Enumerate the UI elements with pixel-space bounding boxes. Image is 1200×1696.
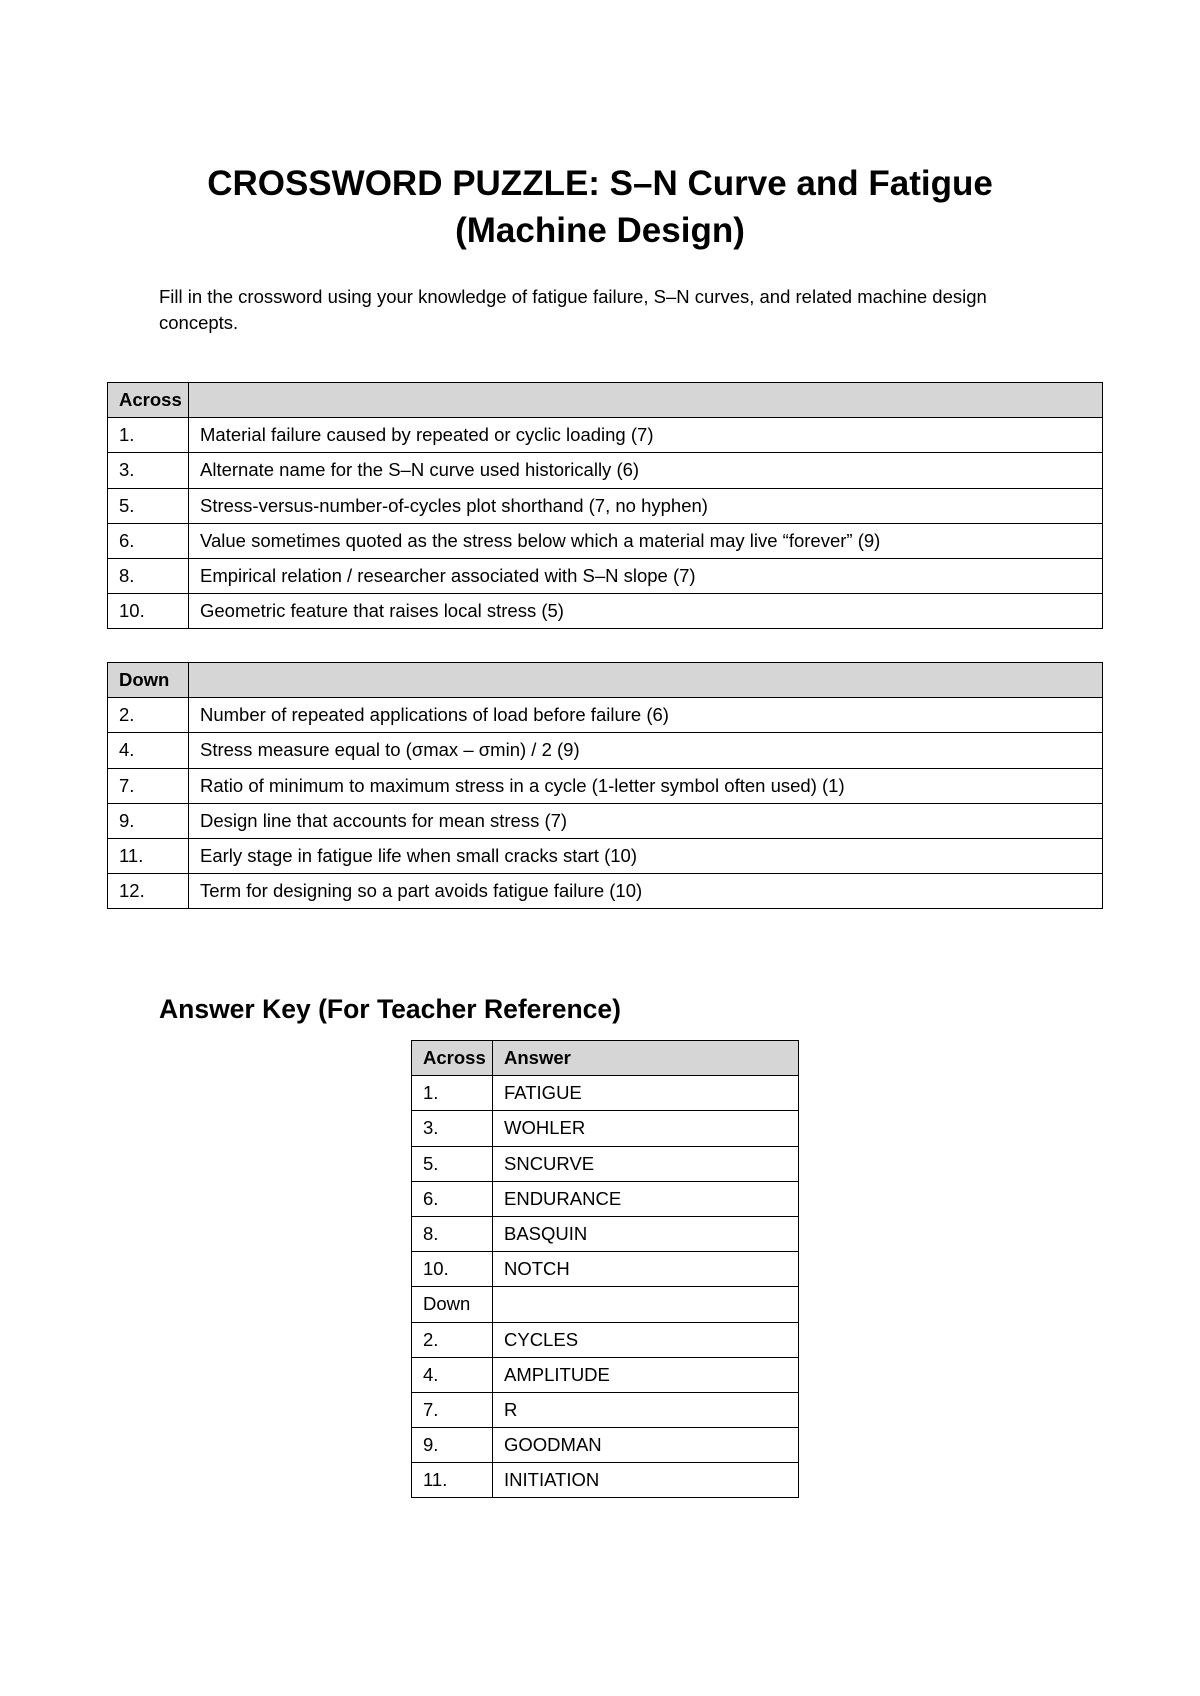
clue-text: Design line that accounts for mean stress (7) (189, 803, 1103, 838)
clue-number: 11. (108, 838, 189, 873)
answer-key-heading: Answer Key (For Teacher Reference) (159, 994, 621, 1024)
clue-text: Ratio of minimum to maximum stress in a cycle (1-letter symbol often used) (1) (189, 768, 1103, 803)
answer-number: 10. (412, 1252, 493, 1287)
clue-row (108, 838, 1103, 873)
clue-text: Early stage in fatigue life when small cracks start (10) (189, 838, 1103, 873)
answer-number: 7. (412, 1392, 493, 1427)
answer-row (412, 1357, 799, 1392)
down-header-row (108, 663, 1103, 698)
down-clues-table (107, 662, 1103, 909)
clue-number: 3. (108, 453, 189, 488)
answer-row (412, 1181, 799, 1216)
page-title (0, 160, 1200, 254)
clue-row (108, 803, 1103, 838)
clue-text: Stress-versus-number-of-cycles plot shorthand (7, no hyphen) (189, 488, 1103, 523)
answer-row (412, 1252, 799, 1287)
clue-number: 12. (108, 874, 189, 909)
answer-number: 1. (412, 1076, 493, 1111)
across-header-row (108, 383, 1103, 418)
answer-text: R (493, 1392, 799, 1427)
clue-row (108, 418, 1103, 453)
clue-number: 7. (108, 768, 189, 803)
answer-text: WOHLER (493, 1111, 799, 1146)
answer-row (412, 1146, 799, 1181)
clue-text: Term for designing so a part avoids fatigue failure (10) (189, 874, 1103, 909)
clue-number: 2. (108, 698, 189, 733)
answer-number: 2. (412, 1322, 493, 1357)
answer-down-label: Down (412, 1287, 493, 1322)
answer-text: SNCURVE (493, 1146, 799, 1181)
answer-text: ENDURANCE (493, 1181, 799, 1216)
answer-number: 9. (412, 1428, 493, 1463)
answer-text: AMPLITUDE (493, 1357, 799, 1392)
answer-number: 6. (412, 1181, 493, 1216)
clue-number: 6. (108, 523, 189, 558)
clue-text: Stress measure equal to (σmax – σmin) / 2 (9) (189, 733, 1103, 768)
clue-row (108, 874, 1103, 909)
clue-row (108, 523, 1103, 558)
clue-number: 10. (108, 594, 189, 629)
answer-key-header-answer: Answer (493, 1041, 799, 1076)
answer-row (412, 1076, 799, 1111)
answer-key-table (411, 1040, 799, 1498)
clue-text: Number of repeated applications of load before failure (6) (189, 698, 1103, 733)
answer-row (412, 1463, 799, 1498)
clue-row (108, 698, 1103, 733)
clue-row (108, 453, 1103, 488)
answer-row (412, 1428, 799, 1463)
answer-text: FATIGUE (493, 1076, 799, 1111)
answer-text: GOODMAN (493, 1428, 799, 1463)
page-title-line1: CROSSWORD PUZZLE: S–N Curve and Fatigue (207, 164, 993, 203)
answer-row (412, 1216, 799, 1251)
clue-row (108, 733, 1103, 768)
answer-text: CYCLES (493, 1322, 799, 1357)
clue-number: 9. (108, 803, 189, 838)
answer-row (412, 1392, 799, 1427)
answer-row (412, 1322, 799, 1357)
answer-text: BASQUIN (493, 1216, 799, 1251)
answer-key-header-row (412, 1041, 799, 1076)
clue-row (108, 768, 1103, 803)
clue-text: Alternate name for the S–N curve used historically (6) (189, 453, 1103, 488)
clue-text: Empirical relation / researcher associated with S–N slope (7) (189, 558, 1103, 593)
answer-number: 11. (412, 1463, 493, 1498)
clue-number: 8. (108, 558, 189, 593)
answer-down-label-row (412, 1287, 799, 1322)
answer-down-label-blank (493, 1287, 799, 1322)
across-header: Across (108, 383, 189, 418)
answer-number: 5. (412, 1146, 493, 1181)
clue-row (108, 594, 1103, 629)
clue-number: 1. (108, 418, 189, 453)
answer-text: INITIATION (493, 1463, 799, 1498)
answer-number: 8. (412, 1216, 493, 1251)
answer-row (412, 1111, 799, 1146)
across-header-blank (189, 383, 1103, 418)
clue-text: Material failure caused by repeated or cyclic loading (7) (189, 418, 1103, 453)
answer-key-header-across: Across (412, 1041, 493, 1076)
clue-row (108, 488, 1103, 523)
clue-number: 5. (108, 488, 189, 523)
clue-text: Value sometimes quoted as the stress below which a material may live “forever” (9) (189, 523, 1103, 558)
instructions: Fill in the crossword using your knowledge of fatigue failure, S–N curves, and related machine design concepts. (159, 286, 987, 333)
down-header-blank (189, 663, 1103, 698)
answer-number: 3. (412, 1111, 493, 1146)
answer-text: NOTCH (493, 1252, 799, 1287)
page-title-line2: (Machine Design) (455, 211, 745, 250)
across-clues-table (107, 382, 1103, 629)
clue-text: Geometric feature that raises local stress (5) (189, 594, 1103, 629)
clue-number: 4. (108, 733, 189, 768)
down-header: Down (108, 663, 189, 698)
answer-number: 4. (412, 1357, 493, 1392)
clue-row (108, 558, 1103, 593)
